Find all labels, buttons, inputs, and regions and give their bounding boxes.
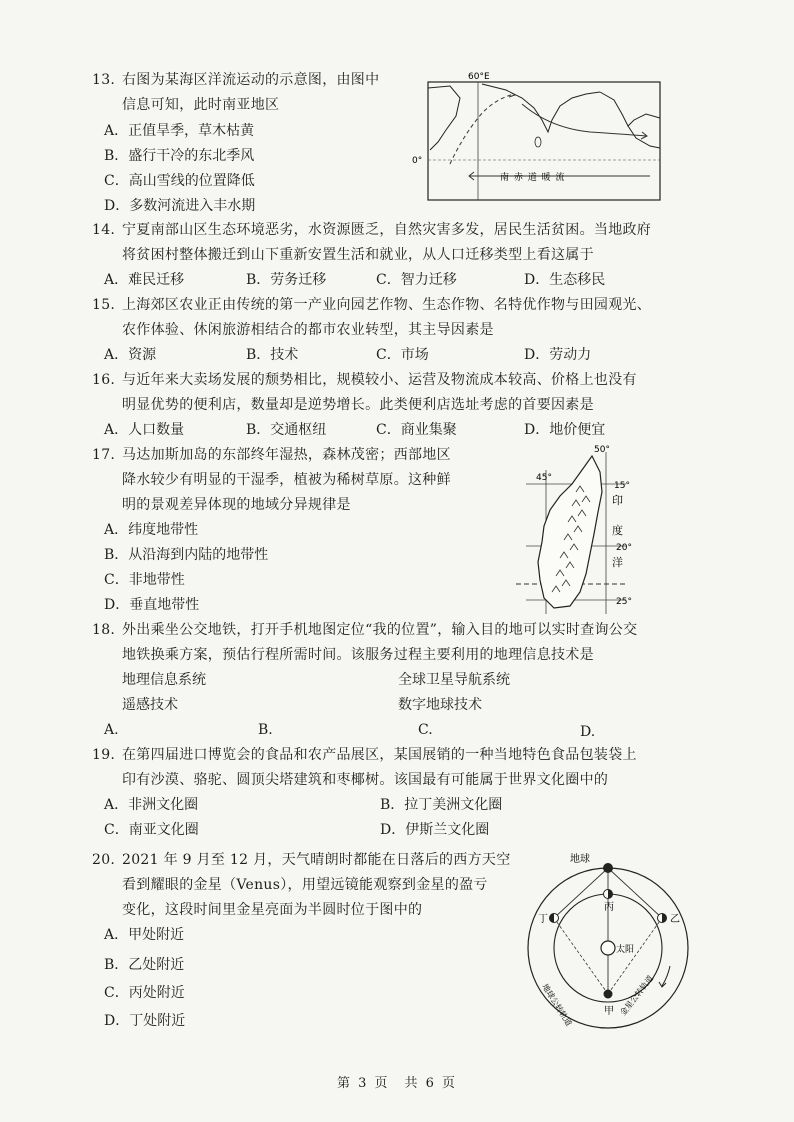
line-earth-yi <box>608 868 662 918</box>
ocean-label-3: 洋 <box>612 556 623 569</box>
se-asia-coast <box>600 92 660 126</box>
q17-stem-3: 明的景观差异体现的地域分异规律是 <box>122 497 351 513</box>
q14-stem-1: 14. 宁夏南部山区生态环境恶劣，水资源匮乏，自然灾害多发，居民生活贫困。当地政府 <box>92 222 652 238</box>
lon-60e-label: 60°E <box>468 72 490 82</box>
q20-option-a: A．甲处附近 <box>104 927 185 943</box>
q13-option-c: C．高山雪线的位置降低 <box>104 173 255 189</box>
q18-item-rs: 遥感技术 <box>122 697 178 713</box>
q17-option-b: B．从沿海到内陆的地带性 <box>104 547 269 563</box>
q18-item-gis: 地理信息系统 <box>122 672 206 688</box>
q18-option-a: A. <box>104 722 119 738</box>
earth-icon <box>603 863 613 873</box>
page-footer: 第 3 页 共 6 页 <box>336 1076 458 1091</box>
earth-label: 地球 <box>570 854 590 865</box>
q13-option-a: A．正值旱季，草木枯黄 <box>104 123 255 139</box>
q15-option-c: C．市场 <box>376 347 429 363</box>
q13-option-b: B．盛行干冷的东北季风 <box>104 148 255 164</box>
q18-item-gnss: 全球卫星导航系统 <box>398 672 510 688</box>
line-earth-ding <box>554 868 608 918</box>
current-label: 南 赤 道 暖 流 <box>500 173 566 183</box>
monsoon-current-arrow <box>522 104 646 136</box>
ocean-label-1: 印 <box>612 494 623 507</box>
somali-current-arrow <box>450 94 514 164</box>
q18-option-c: C. <box>418 722 433 738</box>
africa-coast <box>428 86 460 150</box>
q18-stem-2: 地铁换乘方案，预估行程所需时间。该服务过程主要利用的地理信息技术是 <box>122 647 594 663</box>
q20-stem-2: 看到耀眼的金星（Venus），用望远镜能观察到金星的盈亏 <box>122 877 488 893</box>
q18-item-digital-earth: 数字地球技术 <box>398 697 482 713</box>
q20-stem-1: 20. 2021 年 9 月至 12 月，天气晴朗时都能在日落后的西方天空 <box>92 852 511 868</box>
lon-45-label: 45° <box>536 473 552 483</box>
q16-stem-2: 明显优势的便利店，数量却是逆势增长。此类便利店选址考虑的首要因素是 <box>122 397 594 413</box>
q20-stem-3: 变化，这段时间里金星亮面为半圆时位于图中的 <box>122 902 423 918</box>
earth-orbit-label: 地球公转轨道 <box>540 982 574 1028</box>
q19-option-d: D．伊斯兰文化圈 <box>380 822 490 838</box>
q20-option-c: C．丙处附近 <box>104 985 185 1001</box>
q13-stem-2: 信息可知，此时南亚地区 <box>122 97 280 113</box>
q17-stem-1: 17. 马达加斯加岛的东部终年湿热，森林茂密；西部地区 <box>92 447 451 463</box>
q14-option-c: C．智力迁移 <box>376 272 457 288</box>
q16-option-d: D．地价便宜 <box>524 422 606 438</box>
q19-stem-2: 印有沙漠、骆驼、圆顶尖塔建筑和枣椰树。该国最有可能属于世界文化圈中的 <box>122 772 609 788</box>
sun-label: 太阳 <box>616 945 635 955</box>
q13-ocean-current-map <box>410 68 670 204</box>
q16-option-c: C．商业集聚 <box>376 422 457 438</box>
lon-50-label: 50° <box>594 445 610 455</box>
q19-stem-1: 19. 在第四届进口博览会的食品和农产品展区，某国展销的一种当地特色食品包装袋上 <box>92 747 637 763</box>
q15-stem-2: 农作体验、休闲旅游相结合的都市农业转型，其主导因素是 <box>122 322 494 338</box>
q16-stem-1: 16. 与近年来大卖场发展的颓势相比，规模较小、运营及物流成本较高、价格上也没有 <box>92 372 637 388</box>
q16-option-a: A．人口数量 <box>104 422 185 438</box>
ding-label: 丁 <box>538 914 548 925</box>
q19-option-b: B．拉丁美洲文化圈 <box>380 797 503 813</box>
q18-stem-1: 18. 外出乘坐公交地铁，打开手机地图定位“我的位置”，输入目的地可以实时查询公交 <box>92 622 638 638</box>
bing-label: 丙 <box>604 902 614 913</box>
q18-option-b: B. <box>258 722 273 738</box>
q18-option-d: D. <box>580 724 596 740</box>
q20-option-d: D．丁处附近 <box>104 1013 186 1029</box>
lat-0-label: 0° <box>412 156 423 166</box>
lat-25-label: 25° <box>616 597 632 607</box>
q16-option-b: B．交通枢纽 <box>246 422 327 438</box>
yi-label: 乙 <box>670 914 680 925</box>
q20-option-b: B．乙处附近 <box>104 957 185 973</box>
sri-lanka <box>535 137 541 147</box>
india-coast <box>482 84 600 132</box>
q17-stem-2: 降水较少有明显的干湿季，植被为稀树草原。这种鲜 <box>122 472 451 488</box>
jia-label: 甲 <box>604 1006 614 1017</box>
q15-stem-1: 15. 上海郊区农业正由传统的第一产业向园艺作物、生态作物、名特优作物与田园观光、 <box>92 297 652 313</box>
q17-option-a: A．纬度地带性 <box>104 522 199 538</box>
lat-15-label: 15° <box>614 481 630 491</box>
q14-option-d: D．生态移民 <box>524 272 606 288</box>
ocean-label-2: 度 <box>612 524 623 537</box>
lat-20-label: 20° <box>616 543 632 553</box>
q15-option-d: D．劳动力 <box>524 347 592 363</box>
q15-option-b: B．技术 <box>246 347 299 363</box>
q14-stem-2: 将贫困村整体搬迁到山下重新安置生活和就业，从人口迁移类型上看这属于 <box>122 247 594 263</box>
q17-option-c: C．非地带性 <box>104 572 185 588</box>
venus-jia-icon <box>604 990 613 999</box>
q17-madagascar-map <box>506 442 666 618</box>
venus-orbit-label: 金星公转轨道 <box>618 973 656 1018</box>
sun-icon <box>601 941 615 955</box>
q14-option-a: A．难民迁移 <box>104 272 185 288</box>
q14-option-b: B．劳务迁移 <box>246 272 327 288</box>
q13-option-d: D．多数河流进入丰水期 <box>104 198 256 214</box>
q17-option-d: D．垂直地带性 <box>104 597 200 613</box>
q20-venus-orbit-diagram <box>520 848 700 1032</box>
q19-option-a: A．非洲文化圈 <box>104 797 199 813</box>
q13-stem-1: 13. 右图为某海区洋流运动的示意图，由图中 <box>92 72 380 88</box>
q15-option-a: A．资源 <box>104 347 157 363</box>
q19-option-c: C．南亚文化圈 <box>104 822 199 838</box>
